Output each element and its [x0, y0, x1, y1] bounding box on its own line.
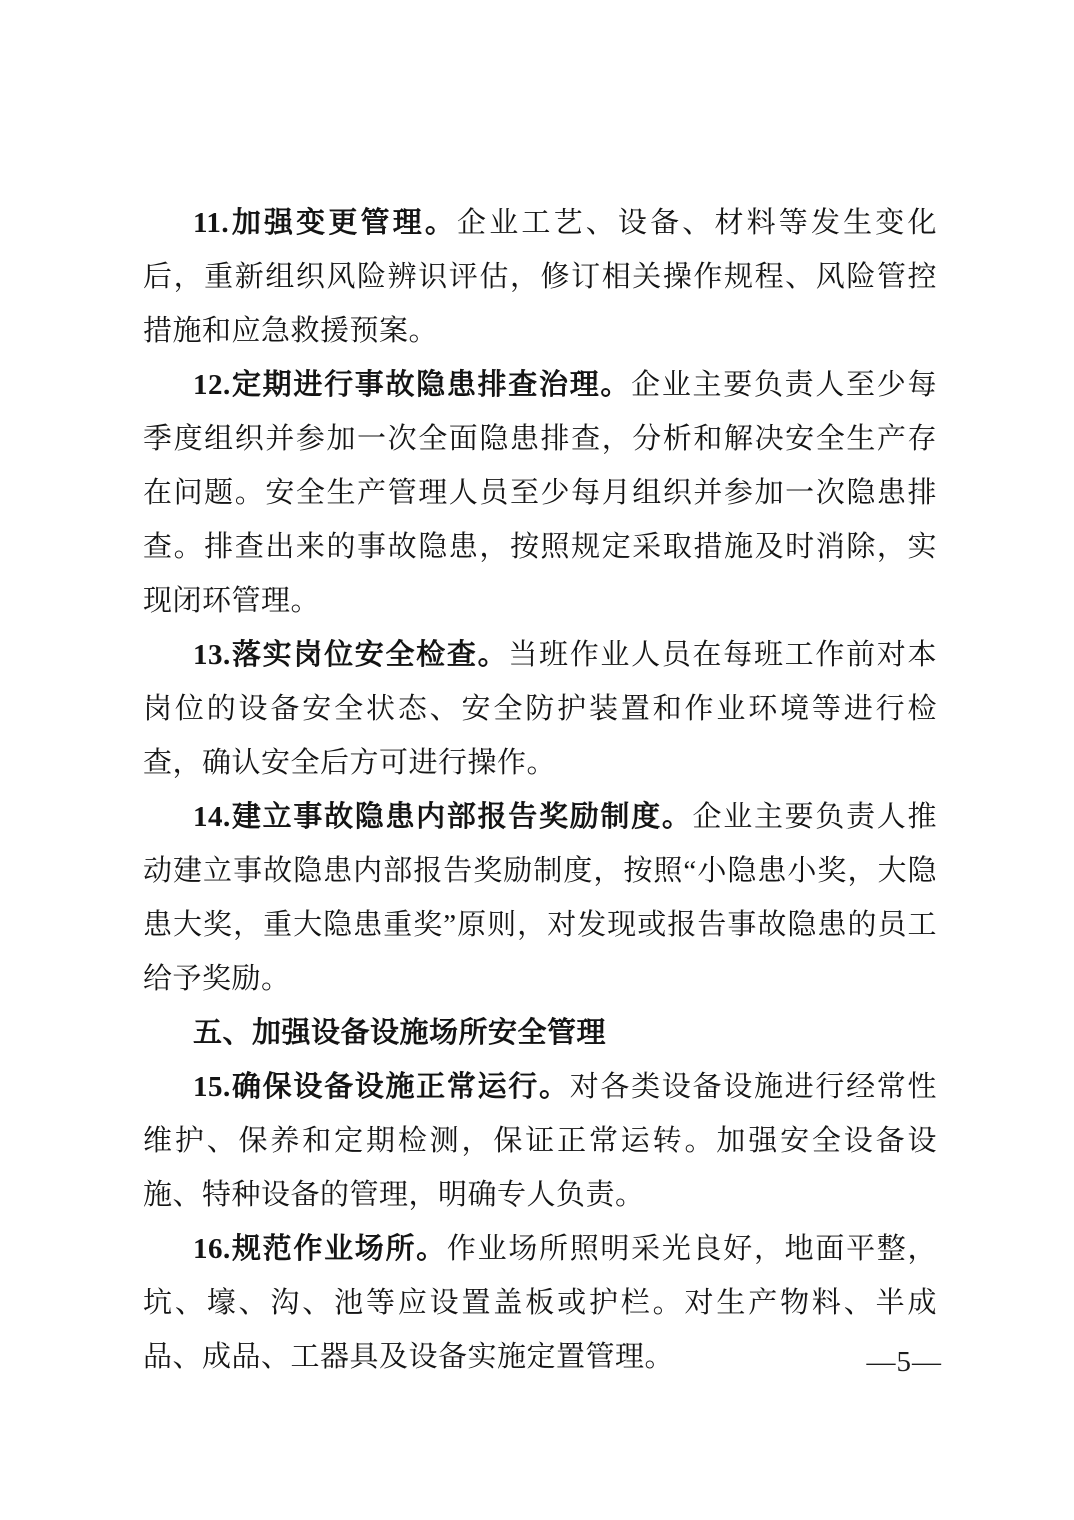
- item-14-body: 企业主要负责人推动建立事故隐患内部报告奖励制度，按照“小隐患小奖，大隐患大奖，重大隐患重奖”原则，对发现或报告事故隐患的员工给予奖励。: [143, 801, 937, 995]
- list-item-13: [143, 628, 937, 790]
- list-item-15: [143, 1060, 937, 1222]
- item-13-body: 当班作业人员在每班工作前对本岗位的设备安全状态、安全防护装置和作业环境等进行检查，确认安全后方可进行操作。: [143, 639, 937, 779]
- list-item-12: [143, 358, 937, 628]
- list-item-11: [143, 196, 937, 358]
- list-item-16: [143, 1222, 937, 1384]
- item-11-heading: 11.加强变更管理。: [193, 207, 458, 239]
- section-heading: 五、加强设备设施场所安全管理: [193, 1017, 607, 1049]
- item-16-heading: 16.规范作业场所。: [193, 1233, 447, 1265]
- page-number: —5—: [866, 1346, 942, 1378]
- item-15-body: 对各类设备设施进行经常性维护、保养和定期检测，保证正常运转。加强安全设备设施、特种设备的管理，明确专人负责。: [143, 1071, 937, 1211]
- item-14-heading: 14.建立事故隐患内部报告奖励制度。: [193, 801, 693, 833]
- item-15-heading: 15.确保设备设施正常运行。: [193, 1071, 570, 1103]
- document-body: [143, 196, 937, 1384]
- item-12-body: 企业主要负责人至少每季度组织并参加一次全面隐患排查，分析和解决安全生产存在问题。安全生产管理人员至少每月组织并参加一次隐患排查。排查出来的事故隐患，按照规定采取措施及时消除，实现闭环管理。: [143, 369, 937, 617]
- item-12-heading: 12.定期进行事故隐患排查治理。: [193, 369, 632, 401]
- item-11-body: 企业工艺、设备、材料等发生变化后，重新组织风险辨识评估，修订相关操作规程、风险管控措施和应急救援预案。: [143, 207, 937, 347]
- list-item-14: [143, 790, 937, 1006]
- item-13-heading: 13.落实岗位安全检查。: [193, 639, 509, 671]
- item-16-body: 作业场所照明采光良好，地面平整，坑、壕、沟、池等应设置盖板或护栏。对生产物料、半成品、成品、工器具及设备实施定置管理。: [143, 1233, 937, 1373]
